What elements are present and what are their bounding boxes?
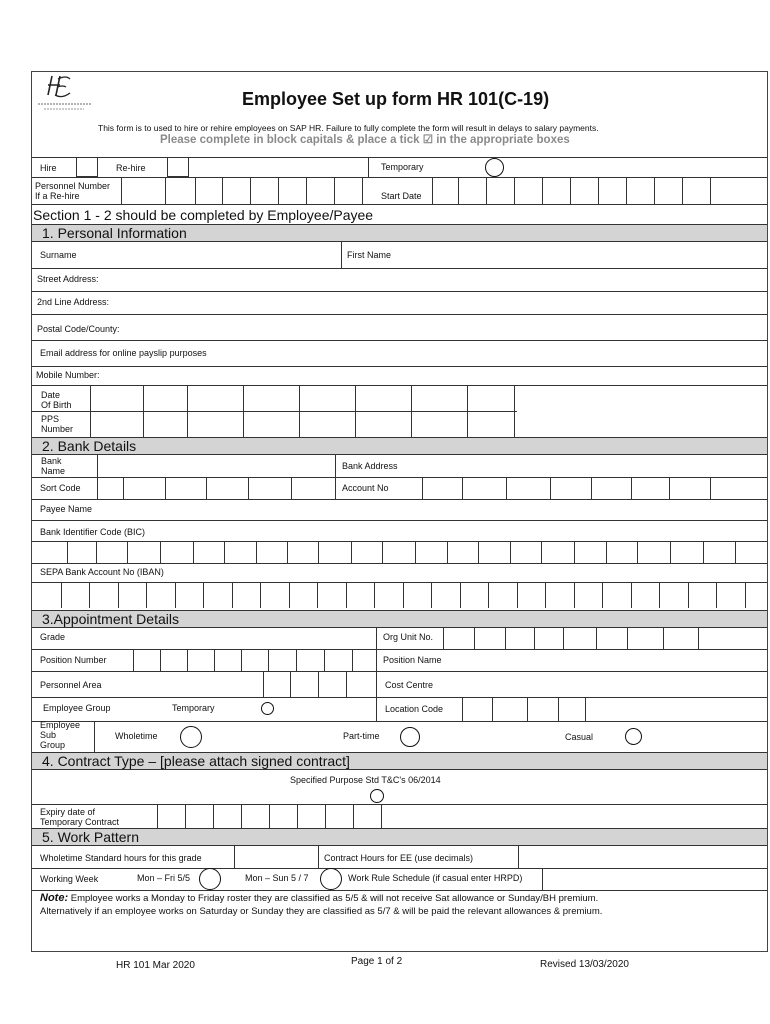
email-label: Email address for online payslip purposes	[40, 348, 207, 358]
rule-line	[299, 411, 300, 437]
rule-line	[368, 157, 369, 177]
rule-line	[243, 411, 244, 437]
rule-line	[467, 411, 468, 437]
rule-line	[663, 627, 664, 649]
personnel-number-line1: Personnel Number	[35, 181, 111, 191]
grade-label: Grade	[40, 632, 66, 642]
rule-line	[362, 177, 363, 204]
subgroup-line3: Group	[40, 740, 66, 750]
rule-line	[514, 411, 515, 437]
rule-line	[187, 385, 188, 411]
temporary-label: Temporary	[381, 162, 424, 172]
first-name-label: First Name	[347, 250, 392, 260]
payee-label: Payee Name	[40, 504, 93, 514]
rule-line	[598, 177, 599, 204]
line2-label: 2nd Line Address:	[37, 297, 110, 307]
rule-line	[175, 582, 176, 608]
rule-line	[467, 385, 468, 411]
footer-center: Page 1 of 2	[351, 956, 403, 967]
rule-line	[289, 582, 290, 608]
rule-line	[527, 697, 528, 721]
rule-line	[268, 649, 269, 671]
rule-line	[542, 177, 543, 204]
instruction-text: Please complete in block capitals & place a tick ☑ in the appropriate boxes	[160, 134, 570, 146]
rule-line	[374, 582, 375, 608]
mon-fri-label: Mon – Fri 5/5	[137, 873, 191, 883]
part-time-label: Part-time	[343, 731, 380, 741]
rule-line	[146, 582, 147, 608]
rule-line	[232, 582, 233, 608]
rule-line	[710, 177, 711, 204]
rule-line	[570, 177, 571, 204]
rule-line	[96, 541, 97, 563]
rule-line	[355, 411, 356, 437]
rule-line	[32, 291, 767, 292]
rule-line	[341, 242, 342, 268]
rule-line	[32, 499, 767, 500]
rule-line	[518, 846, 519, 868]
sort-code-label: Sort Code	[40, 483, 81, 493]
bank-address-label: Bank Address	[342, 461, 398, 471]
specified-purpose-label: Specified Purpose Std T&C's 06/2014	[290, 775, 441, 785]
rule-line	[460, 582, 461, 608]
bank-name-line1: Bank	[41, 456, 62, 466]
rule-line	[710, 477, 711, 499]
rule-line	[474, 627, 475, 649]
rule-line	[203, 582, 204, 608]
rule-line	[260, 582, 261, 608]
rule-line	[195, 177, 196, 204]
rule-line	[94, 721, 95, 752]
rule-line	[32, 366, 767, 367]
bank-heading: 2. Bank Details	[32, 437, 767, 455]
rule-line	[222, 177, 223, 204]
rule-line	[213, 804, 214, 828]
rule-line	[297, 804, 298, 828]
rule-line	[248, 477, 249, 499]
rule-line	[299, 385, 300, 411]
rule-line	[432, 177, 433, 204]
rule-line	[291, 477, 292, 499]
personnel-number-label	[35, 181, 110, 201]
rule-line	[443, 627, 444, 649]
rule-line	[411, 385, 412, 411]
appointment-temporary-label: Temporary	[172, 703, 215, 713]
rule-line	[541, 541, 542, 563]
employee-subgroup-label	[40, 720, 80, 750]
rule-line	[32, 671, 767, 672]
hire-label: Hire	[40, 163, 57, 173]
part-time-radio[interactable]	[400, 727, 420, 747]
rule-line	[478, 541, 479, 563]
rule-line	[32, 157, 767, 158]
rule-line	[89, 582, 90, 608]
rule-line	[234, 846, 235, 868]
employee-group-label: Employee Group	[43, 703, 111, 713]
location-code-label: Location Code	[385, 704, 444, 714]
pps-label	[41, 414, 73, 434]
rule-line	[403, 582, 404, 608]
rule-line	[506, 477, 507, 499]
street-label: Street Address:	[37, 274, 99, 284]
form-title: Employee Set up form HR 101(C-19)	[242, 89, 550, 109]
rehire-checkbox[interactable]	[167, 157, 189, 177]
expiry-line2: Temporary Contract	[40, 817, 120, 827]
rule-line	[355, 385, 356, 411]
mon-fri-radio[interactable]	[199, 868, 221, 890]
rule-line	[32, 868, 767, 869]
rule-line	[486, 177, 487, 204]
rule-line	[32, 649, 767, 650]
rule-line	[411, 411, 412, 437]
rule-line	[121, 177, 122, 204]
mon-sun-label: Mon – Sun 5 / 7	[245, 873, 309, 883]
rule-line	[256, 541, 257, 563]
rule-line	[187, 411, 188, 437]
rule-line	[143, 411, 144, 437]
rule-line	[682, 177, 683, 204]
rule-line	[602, 582, 603, 608]
appointment-heading: 3.Appointment Details	[32, 610, 767, 628]
rule-line	[118, 582, 119, 608]
hire-checkbox[interactable]	[76, 157, 98, 177]
rule-line	[32, 177, 767, 178]
rule-line	[514, 385, 515, 411]
position-number-label: Position Number	[40, 655, 107, 665]
schedule-label: Work Rule Schedule (if casual enter HRPD)	[348, 873, 523, 883]
rule-line	[206, 477, 207, 499]
rule-line	[241, 649, 242, 671]
rule-line	[187, 649, 188, 671]
rule-line	[542, 868, 543, 890]
rule-line	[160, 649, 161, 671]
rule-line	[278, 177, 279, 204]
rule-line	[545, 582, 546, 608]
cost-centre-label: Cost Centre	[385, 680, 434, 690]
rule-line	[318, 846, 319, 868]
contract-hours-label: Contract Hours for EE (use decimals)	[324, 853, 474, 863]
rule-line	[517, 582, 518, 608]
rule-line	[32, 697, 767, 698]
rule-line	[90, 411, 91, 437]
rule-line	[688, 582, 689, 608]
rule-line	[123, 477, 124, 499]
rule-line	[488, 582, 489, 608]
mon-sun-radio[interactable]	[320, 868, 342, 890]
rule-line	[563, 627, 564, 649]
rule-line	[61, 582, 62, 608]
note-text1: Employee works a Monday to Friday roster they are classified as 5/5 & will not receive Sat allowance or Sunday/BH premium.	[68, 893, 599, 904]
rule-line	[269, 804, 270, 828]
rule-line	[250, 177, 251, 204]
intro-text: This form is to used to hire or rehire employees on SAP HR. Failure to fully complete the form will result in delays to salary payments.	[98, 123, 599, 133]
rule-line	[596, 627, 597, 649]
footer-right: Revised 13/03/2020	[540, 959, 629, 970]
rule-line	[462, 477, 463, 499]
rule-line	[422, 477, 423, 499]
rule-line	[32, 721, 767, 722]
pps-line2: Number	[41, 424, 74, 434]
rule-line	[510, 541, 511, 563]
appointment-temporary-radio[interactable]	[261, 702, 274, 715]
rule-line	[654, 177, 655, 204]
rule-line	[606, 541, 607, 563]
rule-line	[32, 541, 767, 542]
rule-line	[514, 177, 515, 204]
rule-line	[376, 627, 377, 721]
personnel-area-label: Personnel Area	[40, 680, 102, 690]
rule-line	[32, 314, 767, 315]
personnel-number-line2: If a Re-hire	[35, 191, 80, 201]
rule-line	[97, 477, 98, 499]
rule-line	[574, 582, 575, 608]
rule-line	[241, 804, 242, 828]
rule-line	[346, 582, 347, 608]
rule-line	[585, 697, 586, 721]
rule-line	[631, 477, 632, 499]
rule-line	[669, 477, 670, 499]
note-line2: Alternatively if an employee works on Saturday or Sunday they are classified as 5/7 & will be paid the relevant allowances & premium.	[40, 906, 603, 917]
rule-line	[745, 582, 746, 608]
rule-line	[458, 177, 459, 204]
mobile-label: Mobile Number:	[36, 370, 100, 380]
rule-line	[263, 671, 264, 697]
rule-line	[381, 804, 382, 828]
rule-line	[32, 204, 767, 205]
rule-line	[353, 804, 354, 828]
rule-line	[627, 627, 628, 649]
rule-line	[32, 563, 767, 564]
working-week-label: Working Week	[40, 874, 99, 884]
rule-line	[97, 455, 98, 477]
position-name-label: Position Name	[383, 655, 442, 665]
subgroup-line1: Employee	[40, 720, 81, 730]
section-intro: Section 1 - 2 should be completed by Employee/Payee	[33, 207, 374, 223]
rule-line	[133, 649, 134, 671]
rule-line	[224, 541, 225, 563]
wholetime-label: Wholetime	[115, 731, 158, 741]
rule-line	[287, 541, 288, 563]
rule-line	[626, 177, 627, 204]
rule-line	[214, 649, 215, 671]
dob-label	[41, 390, 72, 410]
rule-line	[492, 697, 493, 721]
rule-line	[334, 177, 335, 204]
rule-line	[67, 541, 68, 563]
rule-line	[637, 541, 638, 563]
note-label: Note:	[40, 892, 69, 904]
rule-line	[698, 627, 699, 649]
hse-logo	[36, 73, 94, 113]
casual-radio[interactable]	[625, 728, 642, 745]
rehire-label: Re-hire	[116, 163, 146, 173]
rule-line	[447, 541, 448, 563]
rule-line	[558, 697, 559, 721]
rule-line	[505, 627, 506, 649]
rule-line	[306, 177, 307, 204]
bic-label: Bank Identifier Code (BIC)	[40, 527, 146, 537]
rule-line	[325, 804, 326, 828]
rule-line	[32, 411, 517, 412]
rule-line	[534, 627, 535, 649]
account-no-label: Account No	[342, 483, 389, 493]
rule-line	[160, 541, 161, 563]
org-unit-label: Org Unit No.	[383, 632, 434, 642]
rule-line	[591, 477, 592, 499]
rule-line	[351, 541, 352, 563]
footer-left: HR 101 Mar 2020	[116, 960, 195, 971]
rule-line	[574, 541, 575, 563]
rule-line	[32, 477, 767, 478]
expiry-label	[40, 807, 119, 827]
rule-line	[32, 582, 767, 583]
rule-line	[703, 541, 704, 563]
rule-line	[716, 582, 717, 608]
rule-line	[462, 697, 463, 721]
rule-line	[32, 520, 767, 521]
rule-line	[243, 385, 244, 411]
personal-heading: 1. Personal Information	[32, 224, 767, 242]
rule-line	[143, 385, 144, 411]
rule-line	[32, 890, 767, 891]
rule-line	[670, 541, 671, 563]
rule-line	[32, 340, 767, 341]
pps-line1: PPS	[41, 414, 60, 424]
rule-line	[165, 177, 166, 204]
rule-line	[382, 541, 383, 563]
specified-purpose-radio[interactable]	[370, 789, 384, 803]
rule-line	[317, 582, 318, 608]
expiry-line1: Expiry date of	[40, 807, 96, 817]
dob-line1: Date	[41, 390, 61, 400]
rule-line	[157, 804, 158, 828]
rule-line	[32, 268, 767, 269]
subgroup-line2: Sub	[40, 730, 57, 740]
rule-line	[32, 804, 767, 805]
rule-line	[318, 671, 319, 697]
hse-logo-icon	[36, 73, 94, 113]
rule-line	[631, 582, 632, 608]
postal-label: Postal Code/County:	[37, 324, 120, 334]
rule-line	[324, 649, 325, 671]
rule-line	[193, 541, 194, 563]
iban-label: SEPA Bank Account No (IBAN)	[40, 567, 164, 577]
rule-line	[431, 582, 432, 608]
temporary-radio[interactable]	[485, 158, 504, 177]
rule-line	[296, 649, 297, 671]
wholetime-radio[interactable]	[180, 726, 202, 748]
start-date-label: Start Date	[381, 191, 422, 201]
rule-line	[318, 541, 319, 563]
bank-name-label	[41, 456, 65, 476]
rule-line	[346, 671, 347, 697]
contract-heading: 4. Contract Type – [please attach signed contract]	[32, 752, 767, 770]
casual-label: Casual	[565, 732, 594, 742]
rule-line	[90, 385, 91, 411]
rule-line	[659, 582, 660, 608]
rule-line	[352, 649, 353, 671]
work-heading: 5. Work Pattern	[32, 828, 767, 846]
surname-label: Surname	[40, 250, 77, 260]
note-line1	[40, 893, 598, 904]
rule-line	[415, 541, 416, 563]
wholetime-hours-label: Wholetime Standard hours for this grade	[40, 853, 202, 863]
rule-line	[550, 477, 551, 499]
dob-line2: Of Birth	[41, 400, 72, 410]
rule-line	[165, 477, 166, 499]
rule-line	[735, 541, 736, 563]
rule-line	[290, 671, 291, 697]
rule-line	[127, 541, 128, 563]
bank-name-line2: Name	[41, 466, 66, 476]
rule-line	[185, 804, 186, 828]
